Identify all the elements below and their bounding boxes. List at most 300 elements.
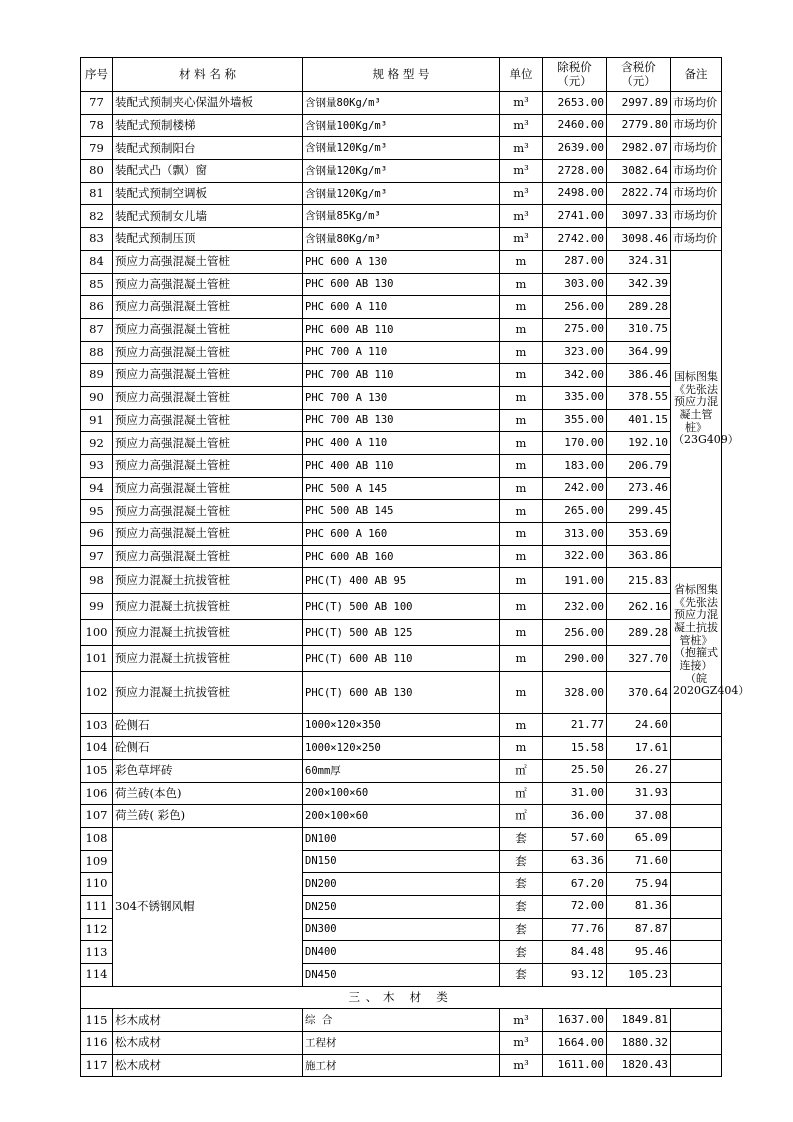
note xyxy=(671,827,722,850)
row-number: 103 xyxy=(81,714,113,737)
spec-model: 1000×120×350 xyxy=(303,714,500,737)
price-inc-tax: 262.16 xyxy=(607,594,671,620)
spec-model: 含钢量120Kg/m³ xyxy=(303,160,500,183)
table-row xyxy=(81,759,722,782)
spec-model: PHC 600 AB 160 xyxy=(303,545,500,568)
price-inc-tax: 71.60 xyxy=(607,850,671,873)
material-name: 装配式预制女儿墙 xyxy=(113,205,303,228)
row-number: 95 xyxy=(81,500,113,523)
spec-model: PHC(T) 600 AB 110 xyxy=(303,646,500,672)
row-number: 91 xyxy=(81,409,113,432)
price-inc-tax: 2779.80 xyxy=(607,114,671,137)
unit: 套 xyxy=(500,918,543,941)
material-name: 预应力混凝土抗拔管桩 xyxy=(113,594,303,620)
unit: 套 xyxy=(500,941,543,964)
note xyxy=(671,964,722,987)
price-ex-tax: 2741.00 xyxy=(543,205,607,228)
spec-model: PHC 600 A 160 xyxy=(303,523,500,546)
price-inc-tax: 2822.74 xyxy=(607,182,671,205)
note: 市场均价 xyxy=(671,205,722,228)
spec-model: DN450 xyxy=(303,964,500,987)
price-inc-tax: 299.45 xyxy=(607,500,671,523)
unit: m³ xyxy=(500,1009,543,1032)
row-number: 94 xyxy=(81,477,113,500)
material-name: 预应力高强混凝土管桩 xyxy=(113,364,303,387)
price-inc-tax: 386.46 xyxy=(607,364,671,387)
table-row xyxy=(81,273,722,296)
spec-model: 1000×120×250 xyxy=(303,737,500,760)
row-number: 84 xyxy=(81,250,113,273)
price-ex-tax: 355.00 xyxy=(543,409,607,432)
price-ex-tax: 93.12 xyxy=(543,964,607,987)
spec-model: 含钢量120Kg/m³ xyxy=(303,137,500,160)
material-name: 预应力混凝土抗拔管桩 xyxy=(113,646,303,672)
unit: m xyxy=(500,409,543,432)
unit: m xyxy=(500,296,543,319)
table-row xyxy=(81,827,722,850)
price-ex-tax: 328.00 xyxy=(543,672,607,714)
price-inc-tax: 1880.32 xyxy=(607,1032,671,1055)
material-name: 荷兰砖(本色) xyxy=(113,782,303,805)
material-name: 预应力高强混凝土管桩 xyxy=(113,250,303,273)
material-name: 预应力高强混凝土管桩 xyxy=(113,500,303,523)
price-inc-tax: 31.93 xyxy=(607,782,671,805)
unit: m xyxy=(500,455,543,478)
price-ex-tax: 2639.00 xyxy=(543,137,607,160)
spec-model: PHC 600 A 110 xyxy=(303,296,500,319)
material-name: 松木成材 xyxy=(113,1054,303,1077)
unit: m xyxy=(500,477,543,500)
unit: m xyxy=(500,568,543,594)
row-number: 86 xyxy=(81,296,113,319)
note xyxy=(671,714,722,737)
material-name: 装配式预制楼梯 xyxy=(113,114,303,137)
note xyxy=(671,737,722,760)
row-number: 83 xyxy=(81,228,113,251)
spec-model: 含钢量120Kg/m³ xyxy=(303,182,500,205)
material-name: 装配式凸（飘）窗 xyxy=(113,160,303,183)
unit: 套 xyxy=(500,895,543,918)
note-uplift-standard: 省标图集《先张法预应力混凝土抗拔管桩》（抱箍式连接）（皖2020GZ404） xyxy=(671,568,722,714)
price-ex-tax: 313.00 xyxy=(543,523,607,546)
material-name: 预应力混凝土抗拔管桩 xyxy=(113,568,303,594)
table-row xyxy=(81,477,722,500)
row-number: 117 xyxy=(81,1054,113,1077)
material-name: 预应力高强混凝土管桩 xyxy=(113,386,303,409)
table-row xyxy=(81,160,722,183)
spec-model: PHC(T) 500 AB 125 xyxy=(303,620,500,646)
unit: m³ xyxy=(500,1054,543,1077)
material-name-hood: 304不锈钢风帽 xyxy=(113,827,303,986)
table-row xyxy=(81,594,722,620)
header-unit: 单位 xyxy=(500,58,543,92)
price-inc-tax: 206.79 xyxy=(607,455,671,478)
table-row xyxy=(81,714,722,737)
table-row xyxy=(81,545,722,568)
row-number: 113 xyxy=(81,941,113,964)
price-inc-tax: 75.94 xyxy=(607,873,671,896)
note-phc-standard: 国标图集《先张法预应力混凝土管桩》（23G409） xyxy=(671,250,722,568)
unit: 套 xyxy=(500,827,543,850)
unit: m xyxy=(500,737,543,760)
unit: m xyxy=(500,500,543,523)
row-number: 116 xyxy=(81,1032,113,1055)
price-inc-tax: 324.31 xyxy=(607,250,671,273)
table-row xyxy=(81,455,722,478)
price-inc-tax: 370.64 xyxy=(607,672,671,714)
row-number: 96 xyxy=(81,523,113,546)
price-inc-tax: 2997.89 xyxy=(607,92,671,115)
spec-model: PHC 700 A 110 xyxy=(303,341,500,364)
material-name: 预应力高强混凝土管桩 xyxy=(113,545,303,568)
price-ex-tax: 323.00 xyxy=(543,341,607,364)
price-ex-tax: 256.00 xyxy=(543,620,607,646)
spec-model: PHC(T) 600 AB 130 xyxy=(303,672,500,714)
price-ex-tax: 183.00 xyxy=(543,455,607,478)
price-inc-tax: 105.23 xyxy=(607,964,671,987)
price-ex-tax: 2460.00 xyxy=(543,114,607,137)
note xyxy=(671,1032,722,1055)
price-ex-tax: 84.48 xyxy=(543,941,607,964)
price-ex-tax: 1611.00 xyxy=(543,1054,607,1077)
table-row xyxy=(81,646,722,672)
note xyxy=(671,941,722,964)
price-inc-tax: 24.60 xyxy=(607,714,671,737)
table-row xyxy=(81,205,722,228)
table-row xyxy=(81,386,722,409)
price-ex-tax: 2498.00 xyxy=(543,182,607,205)
price-inc-tax: 289.28 xyxy=(607,296,671,319)
header-no: 序号 xyxy=(81,58,113,92)
unit: m xyxy=(500,250,543,273)
unit: ㎡ xyxy=(500,782,543,805)
table-row xyxy=(81,672,722,714)
material-name: 预应力混凝土抗拔管桩 xyxy=(113,672,303,714)
price-ex-tax: 63.36 xyxy=(543,850,607,873)
price-inc-tax: 192.10 xyxy=(607,432,671,455)
row-number: 89 xyxy=(81,364,113,387)
unit: m xyxy=(500,646,543,672)
unit: m xyxy=(500,672,543,714)
table-row xyxy=(81,250,722,273)
price-inc-tax: 401.15 xyxy=(607,409,671,432)
spec-model: DN100 xyxy=(303,827,500,850)
price-ex-tax: 21.77 xyxy=(543,714,607,737)
note xyxy=(671,918,722,941)
spec-model: PHC 700 A 130 xyxy=(303,386,500,409)
section-heading-wood: 三、木 材 类 xyxy=(81,986,722,1009)
price-inc-tax: 81.36 xyxy=(607,895,671,918)
note: 市场均价 xyxy=(671,160,722,183)
table-row xyxy=(81,409,722,432)
table-row xyxy=(81,1054,722,1077)
row-number: 78 xyxy=(81,114,113,137)
note xyxy=(671,1054,722,1077)
price-ex-tax: 242.00 xyxy=(543,477,607,500)
spec-model: PHC(T) 400 AB 95 xyxy=(303,568,500,594)
row-number: 106 xyxy=(81,782,113,805)
spec-model: 含钢量100Kg/m³ xyxy=(303,114,500,137)
table-row xyxy=(81,737,722,760)
price-ex-tax: 322.00 xyxy=(543,545,607,568)
table-row xyxy=(81,620,722,646)
material-name: 预应力高强混凝土管桩 xyxy=(113,409,303,432)
price-inc-tax: 87.87 xyxy=(607,918,671,941)
note xyxy=(671,895,722,918)
spec-model: 200×100×60 xyxy=(303,805,500,828)
material-name: 装配式预制阳台 xyxy=(113,137,303,160)
material-name: 砼侧石 xyxy=(113,737,303,760)
note xyxy=(671,782,722,805)
unit: m xyxy=(500,620,543,646)
row-number: 109 xyxy=(81,850,113,873)
row-number: 80 xyxy=(81,160,113,183)
price-inc-tax: 3098.46 xyxy=(607,228,671,251)
material-name: 装配式预制空调板 xyxy=(113,182,303,205)
note: 市场均价 xyxy=(671,137,722,160)
price-inc-tax: 1849.81 xyxy=(607,1009,671,1032)
table-row xyxy=(81,500,722,523)
unit: m xyxy=(500,714,543,737)
note xyxy=(671,1009,722,1032)
price-inc-tax: 37.08 xyxy=(607,805,671,828)
row-number: 102 xyxy=(81,672,113,714)
row-number: 93 xyxy=(81,455,113,478)
price-inc-tax: 215.83 xyxy=(607,568,671,594)
unit: 套 xyxy=(500,873,543,896)
price-ex-tax: 290.00 xyxy=(543,646,607,672)
spec-model: PHC 700 AB 130 xyxy=(303,409,500,432)
table-row xyxy=(81,318,722,341)
table-row xyxy=(81,986,722,1009)
header-row xyxy=(81,58,722,92)
row-number: 90 xyxy=(81,386,113,409)
unit: 套 xyxy=(500,964,543,987)
unit: ㎡ xyxy=(500,759,543,782)
row-number: 79 xyxy=(81,137,113,160)
price-ex-tax: 72.00 xyxy=(543,895,607,918)
note: 市场均价 xyxy=(671,182,722,205)
note: 市场均价 xyxy=(671,92,722,115)
table-row xyxy=(81,523,722,546)
spec-model: PHC 600 A 130 xyxy=(303,250,500,273)
material-name: 预应力高强混凝土管桩 xyxy=(113,455,303,478)
row-number: 112 xyxy=(81,918,113,941)
table-row xyxy=(81,341,722,364)
table-row xyxy=(81,296,722,319)
price-inc-tax: 378.55 xyxy=(607,386,671,409)
spec-model: DN200 xyxy=(303,873,500,896)
row-number: 98 xyxy=(81,568,113,594)
unit: m xyxy=(500,545,543,568)
row-number: 111 xyxy=(81,895,113,918)
price-inc-tax: 1820.43 xyxy=(607,1054,671,1077)
row-number: 85 xyxy=(81,273,113,296)
material-name: 预应力高强混凝土管桩 xyxy=(113,318,303,341)
price-ex-tax: 15.58 xyxy=(543,737,607,760)
unit: m³ xyxy=(500,182,543,205)
unit: m xyxy=(500,432,543,455)
spec-model: 60mm厚 xyxy=(303,759,500,782)
unit: m³ xyxy=(500,137,543,160)
price-ex-tax: 335.00 xyxy=(543,386,607,409)
row-number: 100 xyxy=(81,620,113,646)
price-inc-tax: 273.46 xyxy=(607,477,671,500)
price-ex-tax: 342.00 xyxy=(543,364,607,387)
price-inc-tax: 310.75 xyxy=(607,318,671,341)
price-ex-tax: 265.00 xyxy=(543,500,607,523)
price-inc-tax: 26.27 xyxy=(607,759,671,782)
table-row xyxy=(81,137,722,160)
unit: 套 xyxy=(500,850,543,873)
row-number: 77 xyxy=(81,92,113,115)
spec-model: DN250 xyxy=(303,895,500,918)
spec-model: 施工材 xyxy=(303,1054,500,1077)
spec-model: PHC 600 AB 110 xyxy=(303,318,500,341)
table-row xyxy=(81,805,722,828)
table-row xyxy=(81,92,722,115)
spec-model: 含钢量80Kg/m³ xyxy=(303,228,500,251)
spec-model: PHC 700 AB 110 xyxy=(303,364,500,387)
unit: m xyxy=(500,318,543,341)
header-spec: 规 格 型 号 xyxy=(303,58,500,92)
material-name: 预应力高强混凝土管桩 xyxy=(113,341,303,364)
row-number: 110 xyxy=(81,873,113,896)
unit: m xyxy=(500,594,543,620)
unit: m xyxy=(500,364,543,387)
note xyxy=(671,759,722,782)
header-name: 材 料 名 称 xyxy=(113,58,303,92)
price-ex-tax: 191.00 xyxy=(543,568,607,594)
row-number: 88 xyxy=(81,341,113,364)
price-ex-tax: 2728.00 xyxy=(543,160,607,183)
note xyxy=(671,873,722,896)
note: 市场均价 xyxy=(671,114,722,137)
spec-model: 含钢量80Kg/m³ xyxy=(303,92,500,115)
table-row xyxy=(81,228,722,251)
row-number: 108 xyxy=(81,827,113,850)
row-number: 115 xyxy=(81,1009,113,1032)
price-ex-tax: 287.00 xyxy=(543,250,607,273)
material-name: 装配式预制夹心保温外墙板 xyxy=(113,92,303,115)
price-inc-tax: 327.70 xyxy=(607,646,671,672)
unit: m³ xyxy=(500,92,543,115)
spec-model: PHC 500 A 145 xyxy=(303,477,500,500)
price-ex-tax: 232.00 xyxy=(543,594,607,620)
note xyxy=(671,805,722,828)
material-name: 预应力高强混凝土管桩 xyxy=(113,523,303,546)
table-row xyxy=(81,1032,722,1055)
price-ex-tax: 303.00 xyxy=(543,273,607,296)
note xyxy=(671,850,722,873)
material-name: 松木成材 xyxy=(113,1032,303,1055)
price-ex-tax: 275.00 xyxy=(543,318,607,341)
row-number: 99 xyxy=(81,594,113,620)
price-ex-tax: 1664.00 xyxy=(543,1032,607,1055)
material-name: 荷兰砖( 彩色) xyxy=(113,805,303,828)
header-price-inc-tax: 含税价 （元） xyxy=(607,58,671,92)
material-name: 预应力混凝土抗拔管桩 xyxy=(113,620,303,646)
table-body xyxy=(81,92,750,1077)
row-number: 97 xyxy=(81,545,113,568)
row-number: 92 xyxy=(81,432,113,455)
header-price-ex-tax: 除税价 （元） xyxy=(543,58,607,92)
price-ex-tax: 77.76 xyxy=(543,918,607,941)
spec-model: DN300 xyxy=(303,918,500,941)
price-ex-tax: 1637.00 xyxy=(543,1009,607,1032)
price-inc-tax: 364.99 xyxy=(607,341,671,364)
price-ex-tax: 57.60 xyxy=(543,827,607,850)
price-ex-tax: 36.00 xyxy=(543,805,607,828)
spec-model: PHC 400 A 110 xyxy=(303,432,500,455)
material-name: 预应力高强混凝土管桩 xyxy=(113,296,303,319)
table-row xyxy=(81,1009,722,1032)
spec-model: 200×100×60 xyxy=(303,782,500,805)
table-row xyxy=(81,364,722,387)
price-inc-tax: 95.46 xyxy=(607,941,671,964)
material-name: 彩色草坪砖 xyxy=(113,759,303,782)
spec-model: 综 合 xyxy=(303,1009,500,1032)
price-ex-tax: 67.20 xyxy=(543,873,607,896)
row-number: 104 xyxy=(81,737,113,760)
spec-model: PHC 400 AB 110 xyxy=(303,455,500,478)
price-inc-tax: 289.28 xyxy=(607,620,671,646)
unit: m xyxy=(500,273,543,296)
price-table xyxy=(80,57,750,1077)
price-inc-tax: 363.86 xyxy=(607,545,671,568)
unit: m³ xyxy=(500,114,543,137)
unit: m xyxy=(500,341,543,364)
price-inc-tax: 2982.07 xyxy=(607,137,671,160)
price-ex-tax: 31.00 xyxy=(543,782,607,805)
material-name: 砼侧石 xyxy=(113,714,303,737)
spec-model: DN150 xyxy=(303,850,500,873)
material-name: 预应力高强混凝土管桩 xyxy=(113,477,303,500)
price-inc-tax: 3082.64 xyxy=(607,160,671,183)
price-ex-tax: 256.00 xyxy=(543,296,607,319)
note: 市场均价 xyxy=(671,228,722,251)
table-row xyxy=(81,568,722,594)
price-ex-tax: 2653.00 xyxy=(543,92,607,115)
row-number: 87 xyxy=(81,318,113,341)
header-note: 备注 xyxy=(671,58,722,92)
spec-model: 含钢量85Kg/m³ xyxy=(303,205,500,228)
spec-model: PHC 500 AB 145 xyxy=(303,500,500,523)
unit: m xyxy=(500,386,543,409)
row-number: 105 xyxy=(81,759,113,782)
price-ex-tax: 170.00 xyxy=(543,432,607,455)
material-name: 杉木成材 xyxy=(113,1009,303,1032)
table-row xyxy=(81,432,722,455)
material-name: 装配式预制压顶 xyxy=(113,228,303,251)
material-name: 预应力高强混凝土管桩 xyxy=(113,432,303,455)
table-row xyxy=(81,114,722,137)
unit: m³ xyxy=(500,205,543,228)
price-ex-tax: 25.50 xyxy=(543,759,607,782)
unit: m³ xyxy=(500,160,543,183)
unit: m xyxy=(500,523,543,546)
price-inc-tax: 353.69 xyxy=(607,523,671,546)
spec-model: PHC 600 AB 130 xyxy=(303,273,500,296)
row-number: 82 xyxy=(81,205,113,228)
price-inc-tax: 3097.33 xyxy=(607,205,671,228)
price-inc-tax: 342.39 xyxy=(607,273,671,296)
price-inc-tax: 65.09 xyxy=(607,827,671,850)
table-row xyxy=(81,182,722,205)
spec-model: DN400 xyxy=(303,941,500,964)
row-number: 81 xyxy=(81,182,113,205)
material-name: 预应力高强混凝土管桩 xyxy=(113,273,303,296)
